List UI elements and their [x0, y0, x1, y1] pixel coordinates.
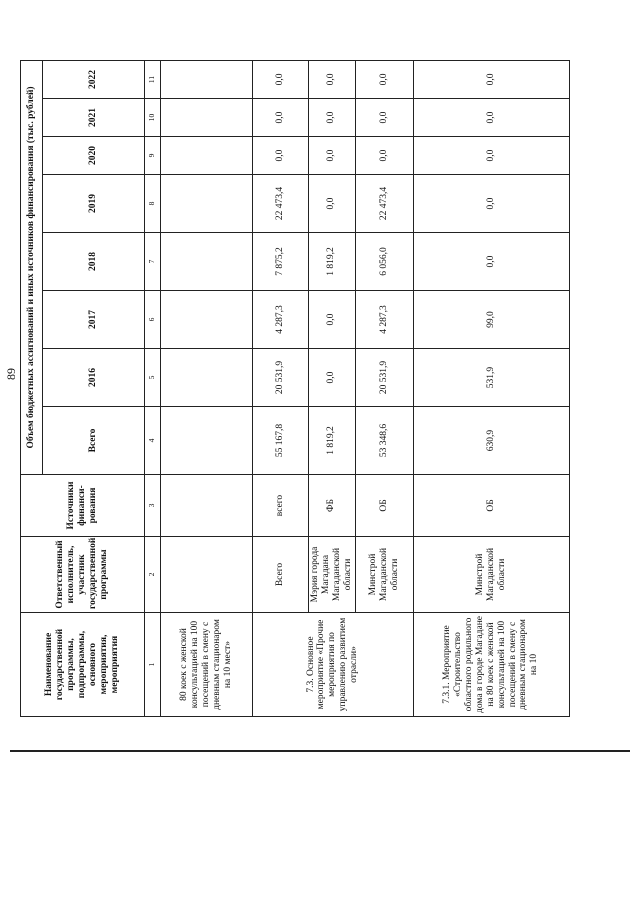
row-source: [161, 475, 253, 537]
cell-value: 1 819,2: [309, 407, 356, 475]
col-number: 9: [145, 137, 161, 175]
row-source: всего: [253, 475, 309, 537]
col-number: 2: [145, 537, 161, 613]
cell-value: 0,0: [355, 99, 413, 137]
cell-value: 53 348,6: [355, 407, 413, 475]
col-number: 8: [145, 175, 161, 233]
cell-value: 0,0: [309, 60, 356, 98]
cell-value: 0,0: [413, 99, 569, 137]
cell-value: 0,0: [355, 137, 413, 175]
header-total: Всего: [43, 407, 145, 475]
header-year: 2017: [43, 291, 145, 349]
cell-value: 0,0: [309, 175, 356, 233]
col-number: 6: [145, 291, 161, 349]
rotated-page: [0, 52, 640, 732]
col-number: 10: [145, 99, 161, 137]
header-name: Наименование государственной программы, подпрограммы, основного мероприятия, мероприятия: [21, 613, 145, 717]
cell-value: 630,9: [413, 407, 569, 475]
cell-value: 1 819,2: [309, 233, 356, 291]
header-year: 2021: [43, 99, 145, 137]
cell-value: 4 287,3: [253, 291, 309, 349]
cell-value: 0,0: [413, 137, 569, 175]
cell-value: 0,0: [413, 60, 569, 98]
header-year: 2019: [43, 175, 145, 233]
cell-value: 0,0: [309, 137, 356, 175]
cell-value: [161, 99, 253, 137]
cell-value: 22 473,4: [253, 175, 309, 233]
header-year: 2022: [43, 60, 145, 98]
cell-value: 0,0: [413, 233, 569, 291]
cell-value: 20 531,9: [253, 349, 309, 407]
header-year: 2016: [43, 349, 145, 407]
cell-value: [161, 407, 253, 475]
row-name: 7.3. Основное мероприятие «Прочие мероприятия по управлению развитием отрасли»: [253, 613, 414, 717]
cell-value: 0,0: [253, 60, 309, 98]
row-source: ФБ: [309, 475, 356, 537]
row-responsible: Минстрой Магаданской области: [413, 537, 569, 613]
row-responsible: [161, 537, 253, 613]
cell-value: 6 056,0: [355, 233, 413, 291]
col-number: 5: [145, 349, 161, 407]
row-responsible: Всего: [253, 537, 309, 613]
cell-value: 0,0: [355, 60, 413, 98]
cell-value: 531,9: [413, 349, 569, 407]
page-number: 89: [4, 368, 18, 380]
col-number: 3: [145, 475, 161, 537]
page-divider: [10, 750, 630, 752]
cell-value: [161, 137, 253, 175]
cell-value: 7 875,2: [253, 233, 309, 291]
col-number: 1: [145, 613, 161, 717]
cell-value: 0,0: [413, 175, 569, 233]
cell-value: 20 531,9: [355, 349, 413, 407]
funding-table: [20, 60, 570, 717]
cell-value: 99,0: [413, 291, 569, 349]
cell-value: [161, 233, 253, 291]
cell-value: [161, 60, 253, 98]
cell-value: [161, 175, 253, 233]
col-number: 4: [145, 407, 161, 475]
cell-value: [161, 349, 253, 407]
cell-value: 0,0: [253, 137, 309, 175]
cell-value: 4 287,3: [355, 291, 413, 349]
row-responsible: Минстрой Магаданской области: [355, 537, 413, 613]
table-row: [413, 60, 569, 716]
cell-value: 55 167,8: [253, 407, 309, 475]
table-row: [161, 60, 253, 716]
row-source: ОБ: [355, 475, 413, 537]
cell-value: 0,0: [309, 99, 356, 137]
cell-value: 0,0: [309, 291, 356, 349]
cell-value: 0,0: [309, 349, 356, 407]
cell-value: 0,0: [253, 99, 309, 137]
row-source: ОБ: [413, 475, 569, 537]
col-number: 7: [145, 233, 161, 291]
table-row: [253, 60, 309, 716]
cell-value: [161, 291, 253, 349]
row-name: 80 коек с женской консультацией на 100 посещений в смену с дневным стационаром на 10 мест»: [161, 613, 253, 717]
header-year: 2018: [43, 233, 145, 291]
header-source: Источники финанси-рования: [21, 475, 145, 537]
col-number: 11: [145, 60, 161, 98]
row-name: 7.3.1. Мероприятие «Строительство областного родильного дома в городе Магадане на 80 коек с женской консультацией на 100 посещений в смену с дневным стационаром на 10: [413, 613, 569, 717]
header-year: 2020: [43, 137, 145, 175]
row-responsible: Мэрия города Магадана Магаданской области: [309, 537, 356, 613]
header-responsible: Ответственный исполнитель, участник государственной программы: [21, 537, 145, 613]
header-funding-group: Объем бюджетных ассигнований и иных источников финансирования (тыс. рублей): [21, 60, 43, 474]
cell-value: 22 473,4: [355, 175, 413, 233]
